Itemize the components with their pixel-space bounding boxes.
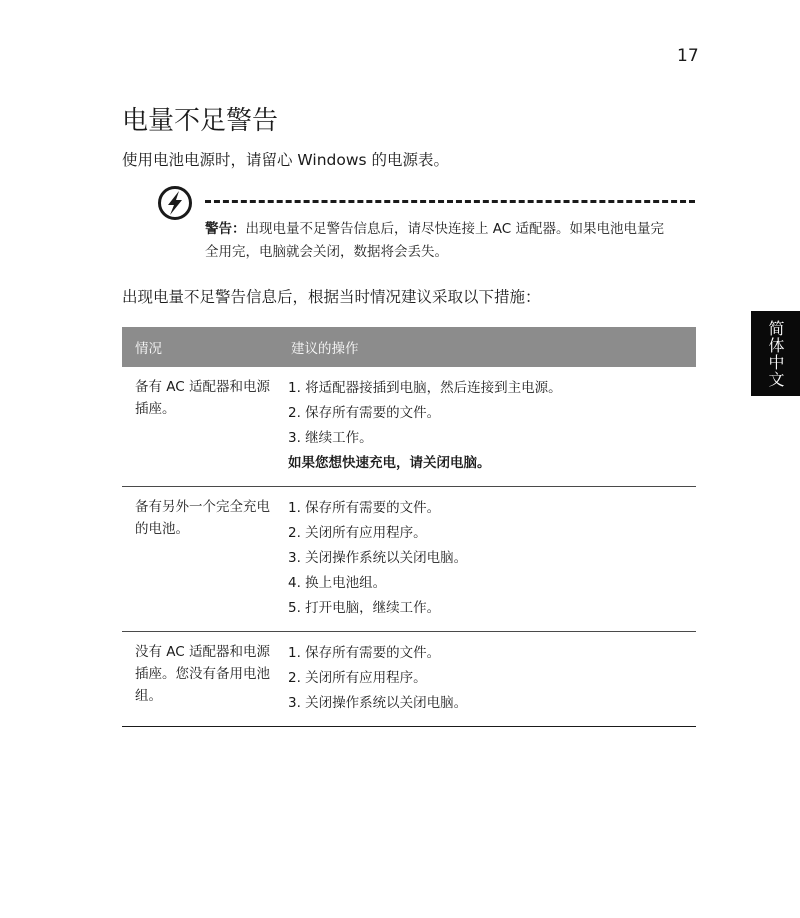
warning-divider (205, 200, 695, 203)
low-battery-table (122, 327, 696, 727)
table-header-row (122, 327, 696, 367)
action-note: 如果您想快速充电，请关闭电脑。 (288, 455, 491, 471)
situation-cell: 没有 AC 适配器和电源插座。您没有备用电池组。 (135, 644, 271, 704)
table-row (122, 367, 696, 487)
action-step: 3. 关闭操作系统以关闭电脑。 (288, 550, 468, 566)
action-step: 2. 关闭所有应用程序。 (288, 670, 427, 686)
action-step: 2. 保存所有需要的文件。 (288, 405, 441, 421)
warning-lightning-icon (157, 185, 193, 221)
header-actions: 建议的操作 (291, 341, 359, 357)
warning-text (205, 218, 675, 264)
action-step: 3. 关闭操作系统以关闭电脑。 (288, 695, 468, 711)
action-step: 3. 继续工作。 (288, 430, 373, 446)
action-step: 4. 换上电池组。 (288, 575, 387, 591)
action-step: 5. 打开电脑，继续工作。 (288, 600, 441, 616)
actions-cell (278, 632, 696, 727)
situation-cell: 备有另外一个完全充电的电池。 (135, 499, 270, 537)
header-situation: 情况 (135, 341, 162, 357)
language-label: 简体中文 (766, 319, 785, 388)
actions-cell (278, 367, 696, 487)
action-intro-text: 出现电量不足警告信息后，根据当时情况建议采取以下措施： (122, 288, 541, 306)
action-step: 1. 将适配器接插到电脑，然后连接到主电源。 (288, 380, 562, 396)
situation-cell: 备有 AC 适配器和电源插座。 (135, 379, 271, 417)
page-number: 17 (677, 46, 699, 66)
intro-text: 使用电池电源时，请留心 Windows 的电源表。 (122, 151, 450, 169)
action-step: 1. 保存所有需要的文件。 (288, 500, 441, 516)
actions-cell (278, 487, 696, 632)
action-step: 2. 关闭所有应用程序。 (288, 525, 427, 541)
action-step: 1. 保存所有需要的文件。 (288, 645, 441, 661)
page-title: 电量不足警告 (122, 106, 279, 136)
table-row (122, 632, 696, 727)
table-row (122, 487, 696, 632)
warning-body: 出现电量不足警告信息后，请尽快连接上 AC 适配器。如果电池电量完全用完，电脑就会关闭，数据将会丢失。 (205, 221, 665, 260)
language-side-tab (751, 311, 800, 396)
warning-label: 警告： (205, 221, 246, 237)
